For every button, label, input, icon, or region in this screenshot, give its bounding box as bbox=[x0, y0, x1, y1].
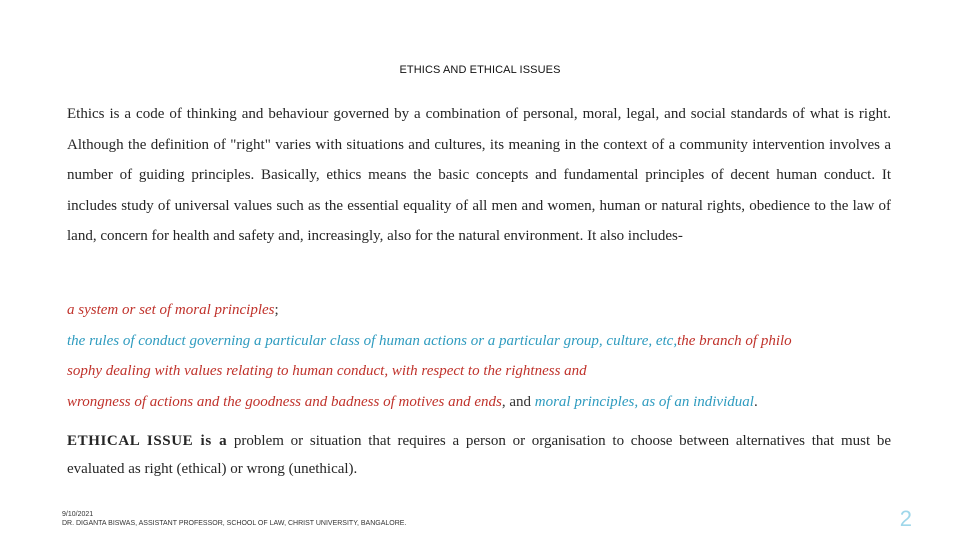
separator: , and bbox=[501, 393, 535, 410]
ethical-issue-description: problem or situation that requires a person or organisation to choose between alternatives that must be evaluated as right (ethical) or wrong (unethical). bbox=[67, 433, 891, 477]
definition-branch-of-philosophy-part3: wrongness of actions and the goodness and badness of motives and ends bbox=[67, 393, 502, 410]
definition-branch-of-philosophy-part1: the branch of philo bbox=[677, 332, 792, 349]
page-number: 2 bbox=[899, 506, 912, 531]
ethics-definition-paragraph: Ethics is a code of thinking and behaviour governed by a combination of personal, moral, legal, and social standards of what is right. Although the definition of "right" varies with situations and cultures, its meaning in the context of a community intervention involves a number of guiding principles. Basically, ethics means the basic concepts and fundamental principles of decent human conduct. It includes study of universal values such as the essential equality of all men and women, human or natural rights, obedience to the law of land, concern for health and safety and, increasingly, also for the natural environment. It also includes- bbox=[67, 106, 891, 245]
footer bbox=[62, 510, 406, 528]
definition-moral-principles: a system or set of moral principles bbox=[67, 302, 275, 318]
slide-title: ETHICS AND ETHICAL ISSUES bbox=[399, 64, 561, 76]
ethical-issue-term: ETHICAL ISSUE is a bbox=[67, 433, 228, 449]
definition-branch-of-philosophy-part2: sophy dealing with values relating to human conduct, with respect to the rightness and bbox=[67, 363, 587, 379]
footer-author: DR. DIGANTA BISWAS, ASSISTANT PROFESSOR, SCHOOL OF LAW, CHRIST UNIVERSITY, BANGALORE. bbox=[62, 520, 407, 527]
separator: . bbox=[753, 393, 758, 410]
ethics-meanings-list bbox=[67, 295, 897, 417]
footer-date: 9/10/2021 bbox=[62, 511, 94, 518]
definition-individual-principles: moral principles, as of an individual bbox=[534, 393, 754, 410]
ethical-issue-paragraph bbox=[67, 427, 891, 483]
definition-rules-of-conduct: the rules of conduct governing a particular class of human actions or a particular group, culture, etc, bbox=[67, 332, 678, 349]
separator: ; bbox=[274, 302, 279, 318]
